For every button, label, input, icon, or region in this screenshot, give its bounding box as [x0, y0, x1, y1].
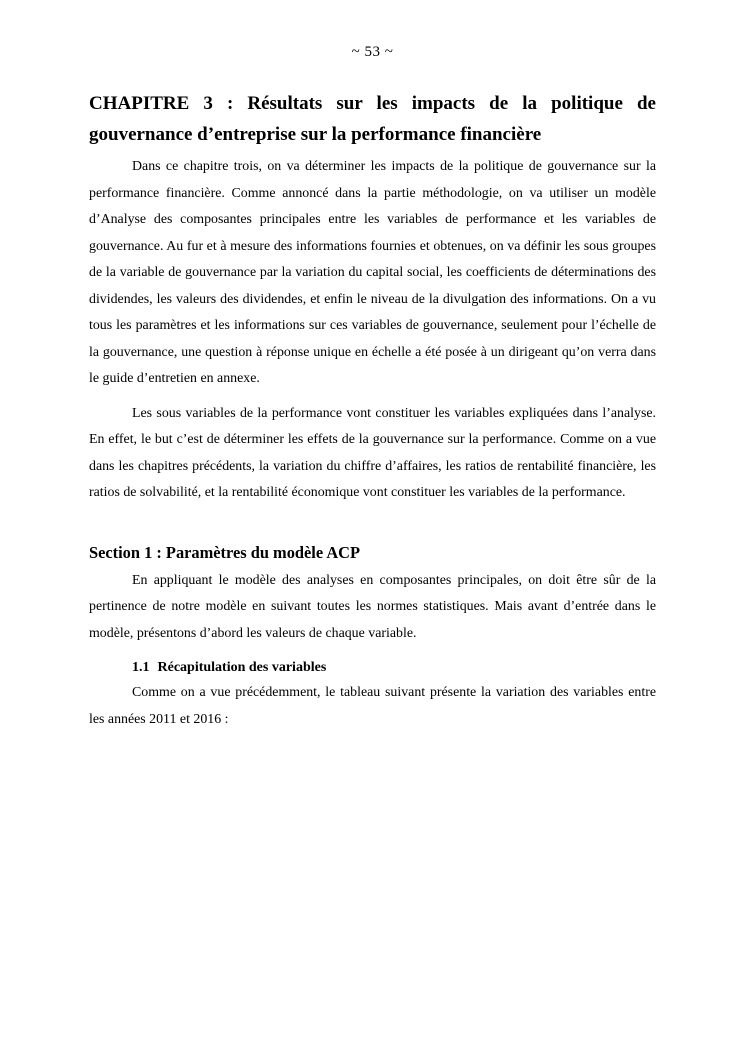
subsection-title — [89, 656, 656, 680]
page-number: ~ 53 ~ — [351, 44, 394, 60]
chapter-intro-paragraph: Dans ce chapitre trois, on va déterminer les impacts de la politique de gouvernance sur la performance financière. Comme annoncé dans la partie méthodologie, on va utiliser un modèle d’Analyse des composantes principales entre les variables de performance et les variables de gouvernance. Au fur et à mesure des informations fournies et obtenues, on va définir les sous groupes de la variable de gouvernance par la variation du capital social, les coefficients de déterminations des dividendes, les valeurs des dividendes, et enfin le niveau de la divulgation des informations. On a vu tous les paramètres et les informations sur ces variables de gouvernance, seulement pour l’échelle de la gouvernance, une question à réponse unique en échelle a été posée à un dirigeant qu’on verra dans le guide d’entretien en annexe. — [89, 159, 656, 386]
subsection-paragraph: Comme on a vue précédemment, le tableau suivant présente la variation des variables entre les années 2011 et 2016 : — [89, 685, 656, 727]
chapter-title: CHAPITRE 3 : Résultats sur les impacts de la politique de gouvernance d’entreprise sur la performance financière — [89, 93, 656, 145]
subsection-number: 1.1 — [132, 660, 150, 675]
document-body — [89, 88, 656, 733]
performance-variables-paragraph: Les sous variables de la performance vont constituer les variables expliquées dans l’analyse. En effet, le but c’est de déterminer les effets de la gouvernance sur la performance. Comme on a vue dans les chapitres précédents, la variation du chiffre d’affaires, les ratios de rentabilité financière, les ratios de solvabilité, et la rentabilité économique vont constituer les variables de la performance. — [89, 405, 656, 500]
subsection-title-text: Récapitulation des variables — [157, 660, 327, 675]
section-title: Section 1 : Paramètres du modèle ACP — [89, 542, 361, 562]
section-intro-paragraph: En appliquant le modèle des analyses en composantes principales, on doit être sûr de la pertinence de notre modèle en suivant toutes les normes statistiques. Mais avant d’entrée dans le modèle, présentons d’abord les valeurs de chaque variable. — [89, 572, 656, 641]
